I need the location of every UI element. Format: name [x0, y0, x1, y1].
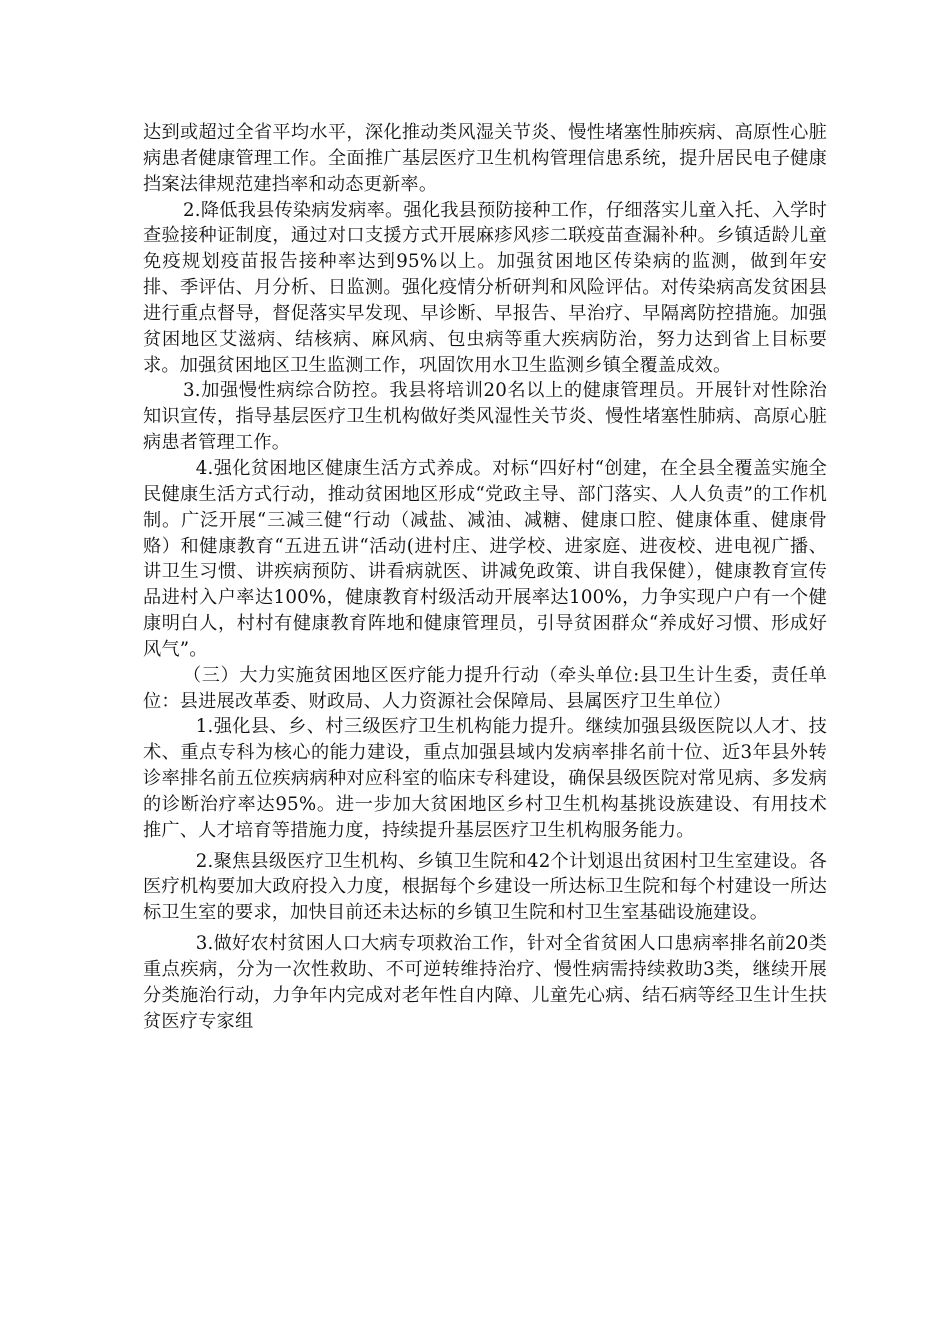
paragraph-item-2-infectious-disease: 2.降低我县传染病发病率。强化我县预防接种工作，仔细落实儿童入托、入学时查验接种证制度，通过对口支援方式开展麻疹风疹二联疫苗查漏补种。乡镇适龄儿童免疫规划疫苗报告接种率达到95%以上。加强贫困地区传染病的监测，做到年安排、季评估、月分析、日监测。强化疫情分析研判和风险评估。对传染病高发贫困县进行重点督导，督促落实早发现、早诊断、早报告、早治疗、早隔离防控措施。加强贫困地区艾滋病、结核病、麻风病、包虫病等重大疾病防治，努力达到省上目标要求。加强贫困地区卫生监测工作，巩固饮用水卫生监测乡镇全覆盖成效。	[143, 199, 827, 376]
paragraph-item-2-clinic-construction: 2.聚焦县级医疗卫生机构、乡镇卫生院和42个计划退出贫困村卫生室建设。各医疗机构要加大政府投入力度，根据每个乡建设一所达标卫生院和每个村建设一所达标卫生室的要求，加快目前还未达标的乡镇卫生院和村卫生室基础设施建设。	[143, 850, 827, 924]
paragraph-item-3-serious-illness: 3.做好农村贫困人口大病专项救治工作，针对全省贫困人口患病率排名前20类重点疾病，分为一次性救助、不可逆转维持治疗、慢性病需持续救助3类，继续开展分类施治行动，力争年内完成对老年性自内障、儿童先心病、结石病等经卫生计生扶贫医疗专家组	[143, 933, 827, 1032]
paragraph-continuation: 达到或超过全省平均水平，深化推动类风湿关节炎、慢性堵塞性肺疾病、高原性心脏病患者健康管理工作。全面推广基层医疗卫生机构管理信患系统，提升居民电子健康挡案法律规范建挡率和动态更新率。	[143, 122, 827, 195]
section-heading-3-medical-capacity: （三）大力实施贫困地区医疗能力提升行动（牵头单位:县卫生计生委，责任单位：县进展改革委、财政局、人力资源社会保障局、县属医疗卫生单位）	[143, 664, 827, 712]
paragraph-item-3-chronic-disease: 3.加强慢性病综合防控。我县将培训20名以上的健康管理员。开展针对性除治知识宣传，指导基层医疗卫生机构做好类风湿性关节炎、慢性堵塞性肺病、高原心脏病患者管理工作。	[143, 380, 827, 454]
document-page	[143, 120, 827, 1035]
paragraph-item-1-capacity: 1.强化县、乡、村三级医疗卫生机构能力提升。继续加强县级医院以人才、技术、重点专科为核心的能力建设，重点加强县域内发病率排名前十位、近3年县外转诊率排名前五位疾病病种对应科室的临床专科建设，确保县级医院对常见病、多发病的诊断治疗率达95%。进一步加大贫困地区乡村卫生机构基挑设族建设、有用技术推广、人才培育等措施力度，持续提升基层医疗卫生机构服务能力。	[143, 716, 827, 841]
paragraph-item-4-healthy-lifestyle: 4.强化贫困地区健康生活方式养成。对标“四好村“创建，在全县全覆盖实施全民健康生活方式行动，推动贫困地区形成“党政主导、部门落实、人人负责”的工作机制。广泛开展“三减三健“行动（减盐、减油、减糖、健康口腔、健康体重、健康骨赂）和健康教育“五进五讲“活动(进村庄、进学校、进家庭、进夜校、进电视广播、讲卫生习惯、讲疾病预防、讲看病就医、讲减免政策、讲自我保健），健康教育宣传品进村入户率达100%，健康教育村级活动开展率达100%，力争实现户户有一个健康明白人，村村有健康教育阵地和健康管理员，引导贫困群众“养成好习惯、形成好风气”。	[143, 457, 827, 660]
